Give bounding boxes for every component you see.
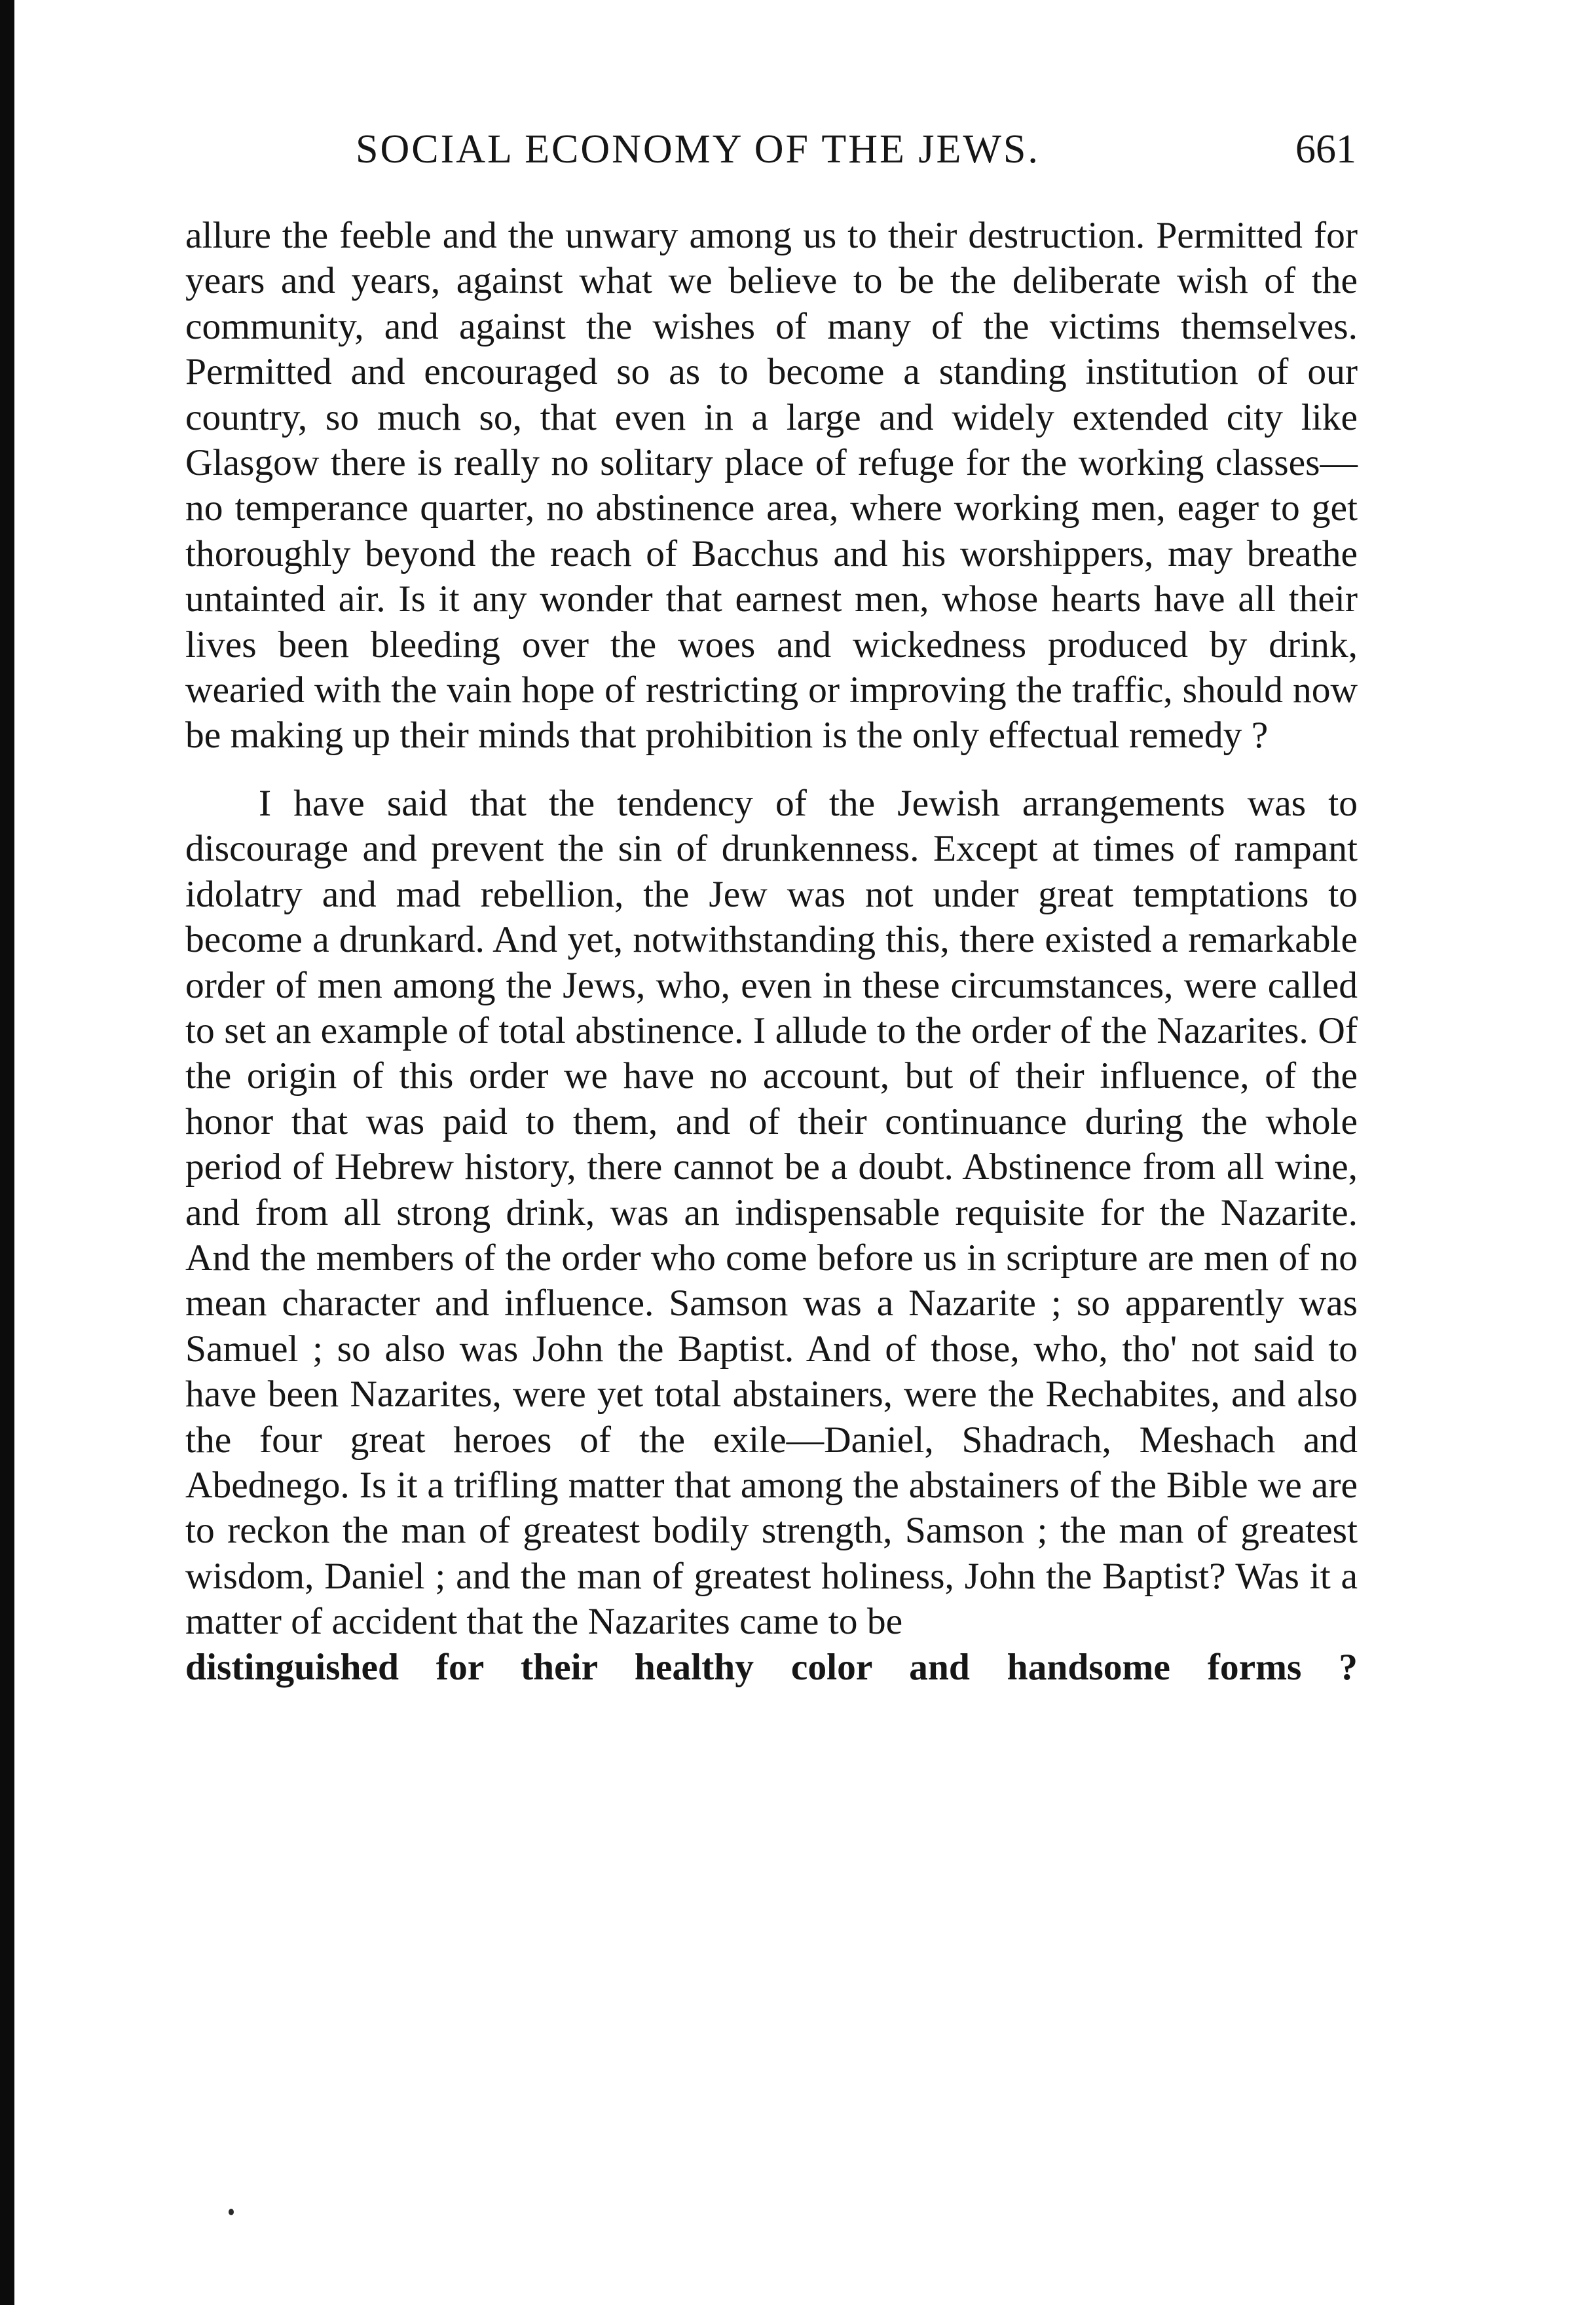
paragraph-2: I have said that the tendency of the Jewish arrangements was to discourage and prevent the sin of drunkenness. Except at times of rampant idolatry and mad rebellion, the Jew was not under great temptations to become a drunkard. And yet, notwithstanding this, there existed a remarkable order of men among the Jews, who, even in these circumstances, were called to set an example of total abstinence. I allude to the order of the Nazarites. Of the origin of this order we have no account, but of their influence, of the honor that was paid to them, and of their continuance during the whole period of Hebrew history, there cannot be a doubt. Abstinence from all wine, and from all strong drink, was an indispensable requisite for the Nazarite. And the members of the order who come before us in scripture are men of no mean character and influence. Samson was a Nazarite ; so apparently was Samuel ; so also was John the Baptist. And of those, who, tho' not said to have been Nazarites, were yet total abstainers, were the Rechabites, and also the four great heroes of the exile—Daniel, Shadrach, Meshach and Abednego. Is it a trifling matter that among the abstainers of the Bible we are to reckon the man of greatest bodily strength, Samson ; the man of greatest wisdom, Daniel ; and the man of greatest holiness, John the Baptist? Was it a matter of accident that the Nazarites came to be bbox=[185, 782, 1358, 1643]
page-number: 661 bbox=[1295, 127, 1356, 172]
running-head bbox=[356, 123, 1356, 176]
running-title: SOCIAL ECONOMY OF THE JEWS. bbox=[356, 127, 1040, 172]
paragraph-1: allure the feeble and the unwary among us to their destruction. Permitted for years and years, against what we believe to be the deliberate wish of the community, and against the wishes of many of the victims themselves. Permitted and encouraged so as to become a standing institution of our country, so much so, that even in a large and widely extended city like Glasgow there is really no solitary place of refuge for the working classes—no temperance quarter, no abstinence area, where working men, eager to get thoroughly beyond the reach of Bacchus and his worshippers, may breathe untainted air. Is it any wonder that earnest men, whose hearts have all their lives been bleeding over the woes and wickedness produced by drink, wearied with the vain hope of restricting or improving the traffic, should now be making up their minds that prohibition is the only effectual remedy ? bbox=[185, 215, 1358, 757]
binding-edge-shadow bbox=[0, 0, 14, 2305]
ink-speck bbox=[229, 2209, 234, 2215]
body-text bbox=[185, 213, 1358, 1690]
paragraph-2-final-line: distinguished for their healthy color and handsome forms ? bbox=[185, 1646, 1358, 1688]
